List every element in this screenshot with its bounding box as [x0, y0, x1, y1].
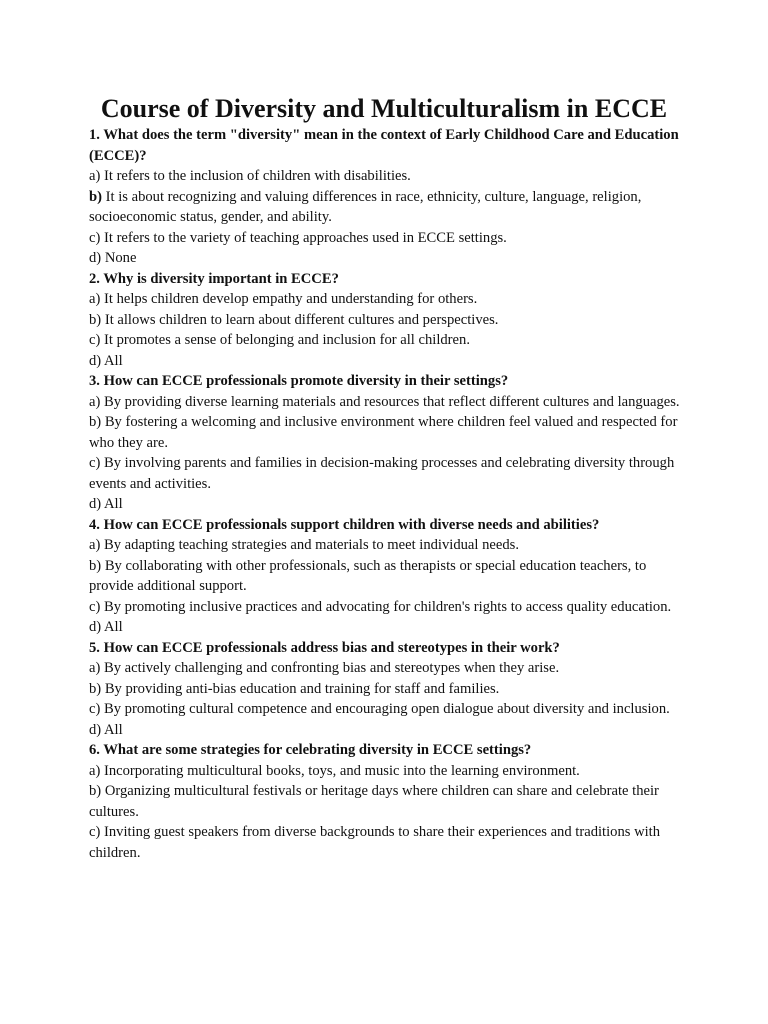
answer-option — [89, 289, 689, 310]
answer-option — [89, 330, 689, 351]
answer-option — [89, 310, 689, 331]
option-text: By actively challenging and confronting bias and stereotypes when they arise. — [104, 660, 560, 676]
option-label: a) — [89, 660, 101, 676]
question-block — [89, 515, 689, 638]
answer-option — [89, 453, 689, 494]
option-label: d) — [89, 619, 102, 635]
option-text: All — [104, 496, 123, 512]
option-text: All — [104, 352, 123, 369]
option-label: d) — [89, 721, 102, 738]
option-text: By involving parents and families in decision-making processes and celebrating diversity through events and activities. — [89, 455, 675, 492]
question-text: 4. How can ECCE professionals support children with diverse needs and abilities? — [89, 516, 600, 533]
answer-option — [89, 597, 689, 618]
option-text: By providing anti-bias education and training for staff and families. — [104, 680, 500, 697]
answer-option — [89, 699, 689, 720]
question-text: 1. What does the term "diversity" mean in the context of Early Childhood Care and Education (ECCE)? — [89, 127, 679, 164]
option-label: c) — [89, 598, 101, 615]
option-text: Incorporating multicultural books, toys, and music into the learning environment. — [104, 762, 580, 779]
option-label: d) — [89, 496, 102, 512]
option-text: None — [104, 250, 137, 266]
document-title: Course of Diversity and Multiculturalism in ECCE — [100, 94, 668, 123]
option-label: b) — [89, 311, 102, 328]
option-text: It promotes a sense of belonging and inclusion for all children. — [104, 332, 470, 348]
answer-option — [89, 187, 689, 228]
option-text: By promoting inclusive practices and advocating for children's rights to access quality education. — [104, 598, 672, 615]
option-text: It refers to the inclusion of children with disabilities. — [104, 168, 411, 184]
option-label: d) — [89, 250, 102, 266]
question-text: 6. What are some strategies for celebrating diversity in ECCE settings? — [89, 742, 532, 758]
option-label: c) — [89, 701, 101, 717]
option-label: c) — [89, 455, 101, 471]
question-text: 5. How can ECCE professionals address bias and stereotypes in their work? — [89, 639, 560, 656]
answer-option — [89, 679, 689, 700]
option-label: b) — [89, 783, 102, 799]
option-text: By adapting teaching strategies and materials to meet individual needs. — [104, 537, 519, 553]
answer-option — [89, 248, 689, 269]
question-block — [89, 740, 689, 863]
answer-option — [89, 392, 689, 413]
option-text: By promoting cultural competence and encouraging open dialogue about diversity and inclusion. — [104, 701, 670, 717]
question-text: 3. How can ECCE professionals promote diversity in their settings? — [89, 373, 509, 389]
option-text: Inviting guest speakers from diverse backgrounds to share their experiences and traditions with children. — [89, 824, 661, 861]
question-block — [89, 371, 689, 515]
option-label: b) — [89, 557, 102, 574]
option-label: b) — [89, 188, 102, 205]
option-label: a) — [89, 291, 101, 307]
option-label: b) — [89, 414, 102, 430]
question-list — [89, 125, 689, 863]
answer-option — [89, 658, 689, 679]
answer-option — [89, 617, 689, 638]
option-label: a) — [89, 168, 101, 184]
answer-option — [89, 822, 689, 863]
answer-option — [89, 781, 689, 822]
option-label: c) — [89, 332, 101, 348]
option-text: It is about recognizing and valuing differences in race, ethnicity, culture, language, religion, socioeconomic status, gender, and ability. — [89, 188, 642, 225]
question-text: 2. Why is diversity important in ECCE? — [89, 270, 339, 287]
option-text: It allows children to learn about different cultures and perspectives. — [104, 311, 499, 328]
option-label: d) — [89, 352, 102, 369]
question-block — [89, 269, 689, 372]
answer-option — [89, 761, 689, 782]
answer-option — [89, 351, 689, 372]
option-label: a) — [89, 762, 101, 779]
option-text: It refers to the variety of teaching approaches used in ECCE settings. — [104, 229, 507, 246]
option-text: By providing diverse learning materials and resources that reflect different cultures and languages. — [104, 393, 680, 410]
option-label: c) — [89, 229, 101, 246]
answer-option — [89, 720, 689, 741]
question-block — [89, 638, 689, 741]
option-label: b) — [89, 680, 102, 697]
option-text: By fostering a welcoming and inclusive environment where children feel valued and respected for who they are. — [89, 414, 678, 451]
option-label: c) — [89, 824, 101, 840]
answer-option — [89, 535, 689, 556]
answer-option — [89, 228, 689, 249]
option-text: All — [104, 619, 123, 635]
answer-option — [89, 556, 689, 597]
answer-option — [89, 166, 689, 187]
answer-option — [89, 494, 689, 515]
answer-option — [89, 412, 689, 453]
option-text: By collaborating with other professionals, such as therapists or special education teachers, to provide additional support. — [89, 557, 647, 594]
question-block — [89, 125, 689, 269]
option-text: It helps children develop empathy and understanding for others. — [104, 291, 478, 307]
option-label: a) — [89, 393, 101, 410]
option-text: Organizing multicultural festivals or heritage days where children can share and celebrate their cultures. — [89, 783, 659, 820]
option-label: a) — [89, 537, 101, 553]
option-text: All — [104, 721, 123, 738]
